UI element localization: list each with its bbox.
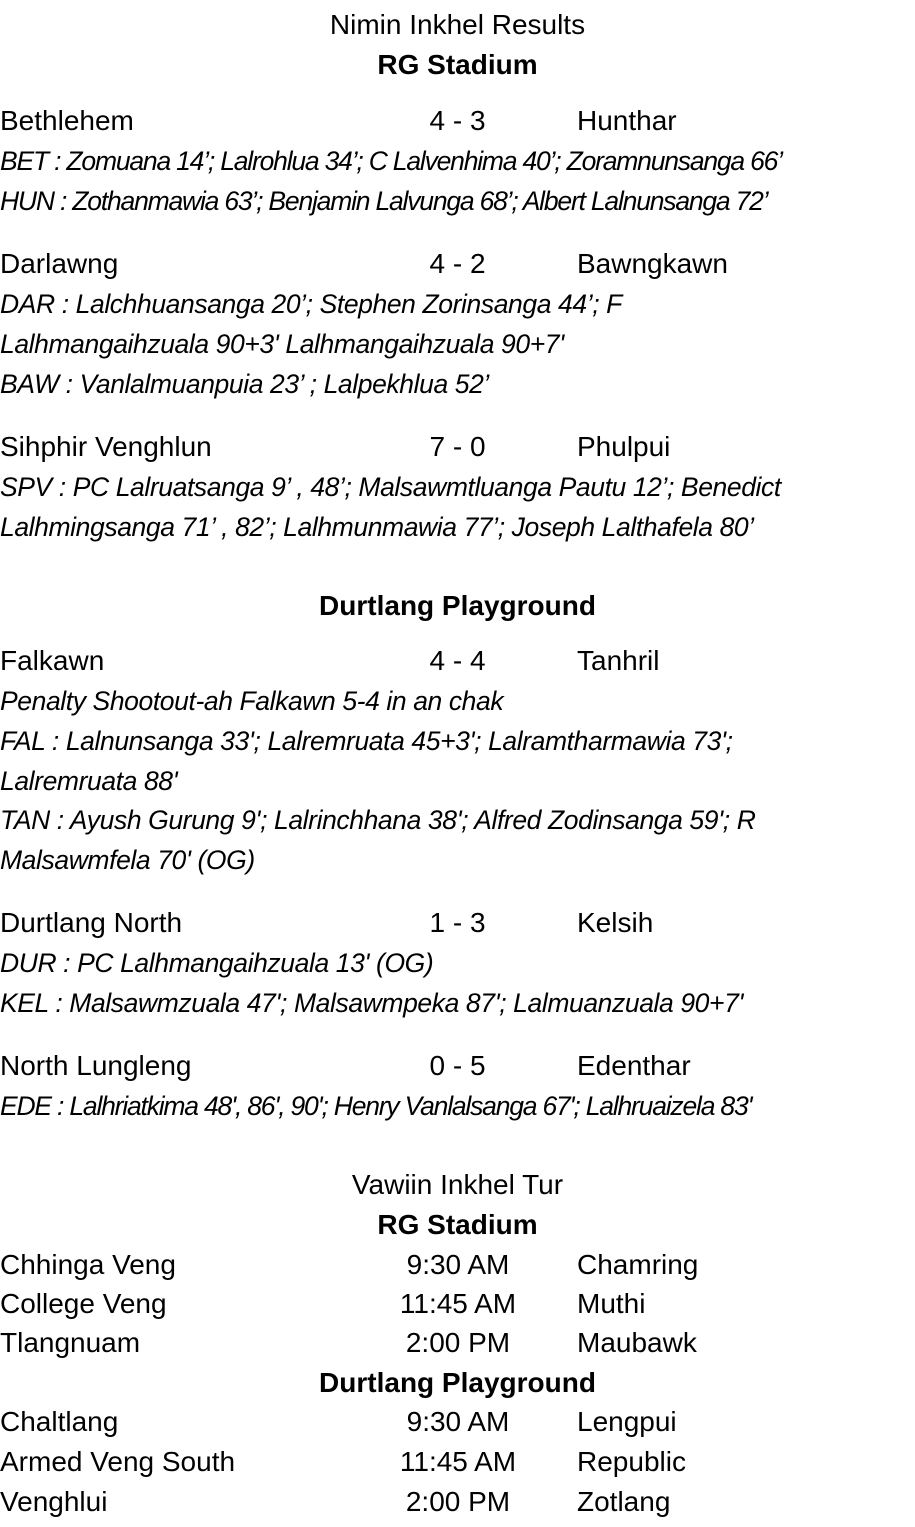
home-team: Venghlui xyxy=(0,1486,108,1517)
match-score: 4 - 3 xyxy=(429,105,486,136)
home-team: Bethlehem xyxy=(0,105,134,136)
match-score: 4 - 2 xyxy=(429,248,486,279)
match-row xyxy=(0,1048,915,1084)
home-team: Durtlang North xyxy=(0,907,183,938)
fixture-row xyxy=(0,1444,915,1480)
scorers-line: Lalremruata 88' xyxy=(0,766,178,796)
home-team: Chaltlang xyxy=(0,1406,119,1437)
away-team: Republic xyxy=(577,1446,686,1477)
away-team: Zotlang xyxy=(577,1486,671,1517)
scorers-line: DAR : Lalchhuansanga 20’; Stephen Zorinsanga 44’; F xyxy=(0,289,622,319)
scorers-line: TAN : Ayush Gurung 9'; Lalrinchhana 38'; Alfred Zodinsanga 59'; R xyxy=(0,805,756,835)
scorers-line: BAW : Vanlalmuanpuia 23’ ; Lalpekhlua 52’ xyxy=(0,369,489,399)
kickoff-time: 9:30 AM xyxy=(406,1249,510,1280)
home-team: Falkawn xyxy=(0,645,105,676)
fixture-row xyxy=(0,1325,915,1361)
match-row xyxy=(0,643,915,679)
scorers-line: EDE : Lalhriatkima 48', 86', 90'; Henry Vanlalsanga 67'; Lalhruaizela 83' xyxy=(0,1091,752,1121)
scorers-line: FAL : Lalnunsanga 33'; Lalremruata 45+3'; Lalramtharmawia 73'; xyxy=(0,726,733,756)
scorers-line: Lalhmingsanga 71’ , 82’; Lalhmunmawia 77’; Joseph Lalthafela 80’ xyxy=(0,512,754,542)
away-team: Hunthar xyxy=(577,105,677,136)
away-team: Maubawk xyxy=(577,1327,697,1358)
penalty-note: Penalty Shootout-ah Falkawn 5-4 in an chak xyxy=(0,686,504,716)
away-team: Bawngkawn xyxy=(577,248,728,279)
scorers-line: BET : Zomuana 14’; Lalrohlua 34’; C Lalvenhima 40’; Zoramnunsanga 66’ xyxy=(0,146,782,176)
results-title: Nimin Inkhel Results xyxy=(329,9,586,40)
kickoff-time: 2:00 PM xyxy=(405,1486,511,1517)
away-team: Kelsih xyxy=(577,907,654,938)
match-row xyxy=(0,905,915,941)
fixture-row xyxy=(0,1404,915,1440)
home-team: Chhinga Veng xyxy=(0,1249,176,1280)
scorers-line: KEL : Malsawmzuala 47'; Malsawmpeka 87'; Lalmuanzuala 90+7' xyxy=(0,988,744,1018)
match-score: 7 - 0 xyxy=(429,431,486,462)
home-team: Darlawng xyxy=(0,248,119,279)
match-row xyxy=(0,429,915,465)
scorers-line: SPV : PC Lalruatsanga 9’ , 48’; Malsawmtluanga Pautu 12’; Benedict xyxy=(0,472,781,502)
fixtures-title: Vawiin Inkhel Tur xyxy=(351,1169,564,1200)
fixture-row xyxy=(0,1286,915,1322)
kickoff-time: 2:00 PM xyxy=(405,1327,511,1358)
scorers-line: Lalhmangaihzuala 90+3' Lalhmangaihzuala 90+7' xyxy=(0,329,564,359)
home-team: Armed Veng South xyxy=(0,1446,236,1477)
home-team: College Veng xyxy=(0,1288,167,1319)
match-score: 0 - 5 xyxy=(429,1050,486,1081)
scorers-line: DUR : PC Lalhmangaihzuala 13' (OG) xyxy=(0,948,434,978)
kickoff-time: 11:45 AM xyxy=(399,1288,517,1319)
match-row xyxy=(0,103,915,139)
fixtures-venue-heading-durtlang-playground: Durtlang Playground xyxy=(319,1367,596,1398)
scorers-line: Malsawmfela 70' (OG) xyxy=(0,845,255,875)
away-team: Muthi xyxy=(577,1288,646,1319)
match-score: 4 - 4 xyxy=(429,645,486,676)
fixture-row xyxy=(0,1247,915,1283)
home-team: Sihphir Venghlun xyxy=(0,431,212,462)
match-score: 1 - 3 xyxy=(429,907,486,938)
away-team: Edenthar xyxy=(577,1050,691,1081)
scorers-line: HUN : Zothanmawia 63’; Benjamin Lalvunga 68’; Albert Lalnunsanga 72’ xyxy=(0,186,768,216)
fixture-row xyxy=(0,1484,915,1520)
fixtures-venue-heading-rg-stadium: RG Stadium xyxy=(377,1209,538,1240)
home-team: Tlangnuam xyxy=(0,1327,141,1358)
away-team: Chamring xyxy=(577,1249,699,1280)
home-team: North Lungleng xyxy=(0,1050,192,1081)
kickoff-time: 11:45 AM xyxy=(399,1446,517,1477)
venue-heading-rg-stadium: RG Stadium xyxy=(377,49,538,80)
away-team: Phulpui xyxy=(577,431,671,462)
venue-heading-durtlang-playground: Durtlang Playground xyxy=(319,590,596,621)
away-team: Tanhril xyxy=(577,645,660,676)
match-row xyxy=(0,246,915,282)
kickoff-time: 9:30 AM xyxy=(406,1406,510,1437)
away-team: Lengpui xyxy=(577,1406,677,1437)
